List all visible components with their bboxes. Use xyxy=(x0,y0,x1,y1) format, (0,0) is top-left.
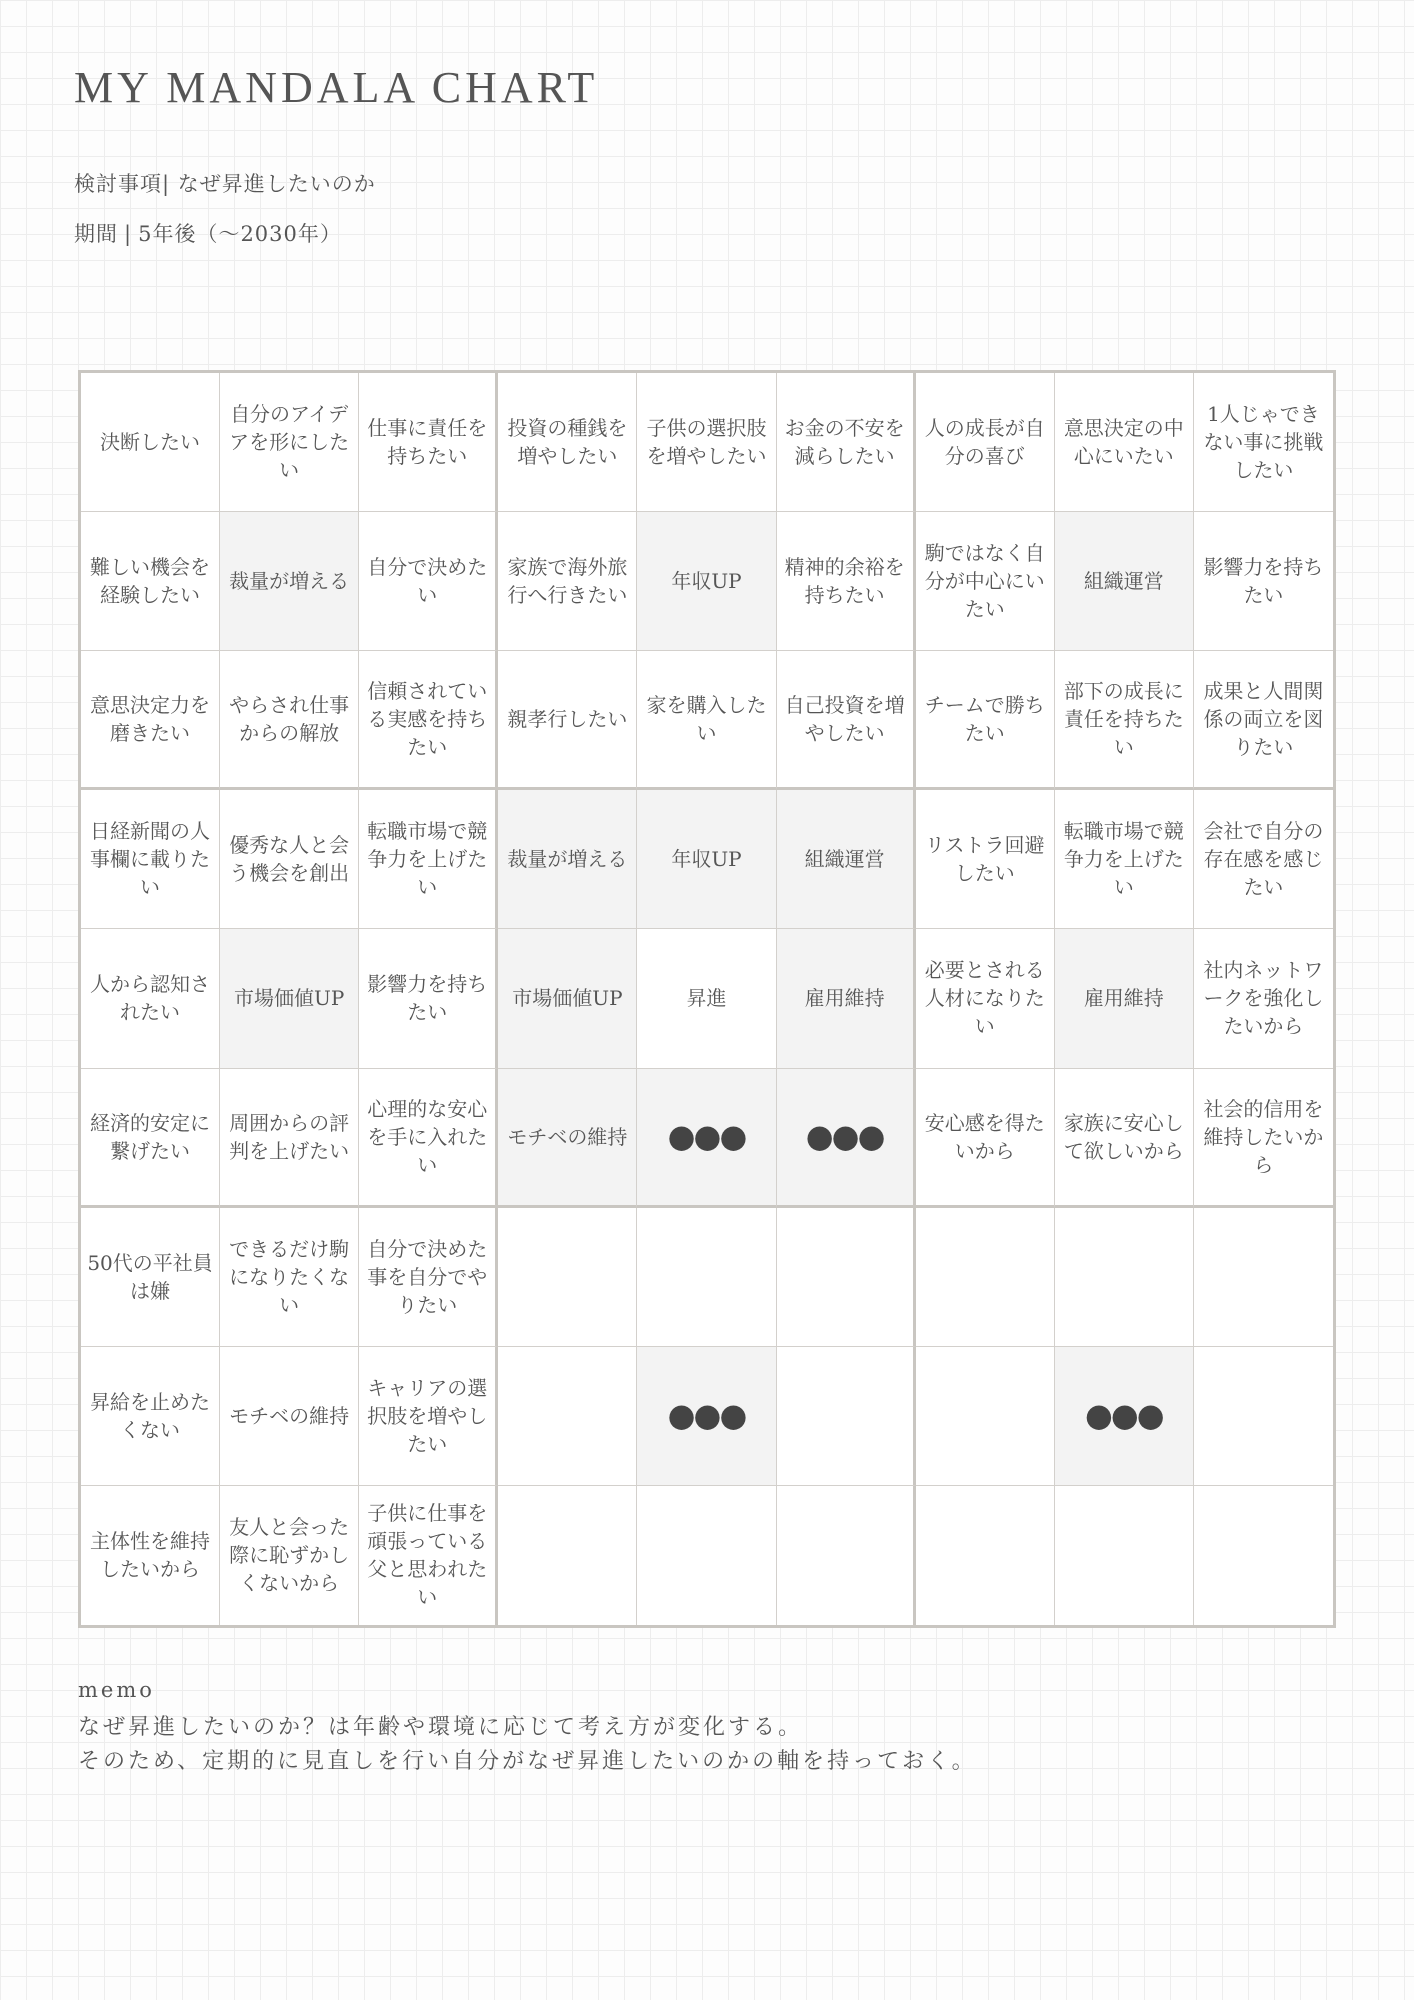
grid-cell-r8-c2: モチベの維持 xyxy=(220,1347,359,1486)
grid-cell-r8-c4 xyxy=(498,1347,637,1486)
period-separator: | xyxy=(124,222,133,246)
grid-cell-r7-c7 xyxy=(916,1208,1055,1347)
grid-cell-r4-c8: 転職市場で競争力を上げたい xyxy=(1055,790,1194,929)
grid-cell-r9-c4 xyxy=(498,1486,637,1625)
grid-cell-r2-c5: 年収UP xyxy=(637,512,776,651)
grid-cell-r5-c9: 社内ネットワークを強化したいから xyxy=(1194,929,1333,1068)
grid-cell-r5-c3: 影響力を持ちたい xyxy=(359,929,498,1068)
grid-cell-r6-c4: モチベの維持 xyxy=(498,1069,637,1208)
grid-cell-r9-c2: 友人と会った際に恥ずかしくないから xyxy=(220,1486,359,1625)
grid-cell-r9-c6 xyxy=(777,1486,916,1625)
grid-cell-r8-c9 xyxy=(1194,1347,1333,1486)
grid-cell-r1-c6: お金の不安を減らしたい xyxy=(777,373,916,512)
memo-line-1: なぜ昇進したいのか？は年齢や環境に応じて考え方が変化する。 xyxy=(78,1715,804,1740)
grid-cell-r3-c8: 部下の成長に責任を持ちたい xyxy=(1055,651,1194,790)
grid-cell-r8-c7 xyxy=(916,1347,1055,1486)
period-value: 5年後（〜2030年） xyxy=(138,222,342,246)
grid-cell-r4-c1: 日経新聞の人事欄に載りたい xyxy=(81,790,220,929)
grid-cell-r3-c3: 信頼されている実感を持ちたい xyxy=(359,651,498,790)
grid-cell-r9-c5 xyxy=(637,1486,776,1625)
topic-line xyxy=(74,168,376,198)
grid-cell-r6-c9: 社会的信用を維持したいから xyxy=(1194,1069,1333,1208)
grid-cell-r6-c7: 安心感を得たいから xyxy=(916,1069,1055,1208)
memo-line-2: そのため、定期的に見直しを行い自分がなぜ昇進したいのかの軸を持っておく。 xyxy=(78,1749,977,1774)
grid-cell-r9-c8 xyxy=(1055,1486,1194,1625)
topic-value: なぜ昇進したいのか xyxy=(177,172,376,196)
grid-cell-r2-c4: 家族で海外旅行へ行きたい xyxy=(498,512,637,651)
period-line xyxy=(74,218,342,248)
grid-cell-r6-c3: 心理的な安心を手に入れたい xyxy=(359,1069,498,1208)
grid-cell-r8-c5: ●●● xyxy=(637,1347,776,1486)
grid-cell-r3-c7: チームで勝ちたい xyxy=(916,651,1055,790)
grid-cell-r6-c1: 経済的安定に繋げたい xyxy=(81,1069,220,1208)
grid-cell-r9-c3: 子供に仕事を頑張っている父と思われたい xyxy=(359,1486,498,1625)
memo-label: memo xyxy=(78,1678,155,1702)
grid-cell-r7-c2: できるだけ駒になりたくない xyxy=(220,1208,359,1347)
grid-cell-r1-c9: 1人じゃできない事に挑戦したい xyxy=(1194,373,1333,512)
grid-cell-r9-c7 xyxy=(916,1486,1055,1625)
grid-cell-r5-c4: 市場価値UP xyxy=(498,929,637,1068)
grid-cell-r8-c8: ●●● xyxy=(1055,1347,1194,1486)
grid-cell-r7-c6 xyxy=(777,1208,916,1347)
grid-cell-r1-c1: 決断したい xyxy=(81,373,220,512)
grid-cell-r1-c4: 投資の種銭を増やしたい xyxy=(498,373,637,512)
grid-cell-r6-c6: ●●● xyxy=(777,1069,916,1208)
grid-cell-r3-c5: 家を購入したい xyxy=(637,651,776,790)
grid-cell-r3-c4: 親孝行したい xyxy=(498,651,637,790)
grid-cell-r7-c1: 50代の平社員は嫌 xyxy=(81,1208,220,1347)
chart-title: MY MANDALA CHART xyxy=(74,63,599,112)
grid-cell-r4-c5: 年収UP xyxy=(637,790,776,929)
grid-cell-r7-c8 xyxy=(1055,1208,1194,1347)
grid-cell-r2-c9: 影響力を持ちたい xyxy=(1194,512,1333,651)
grid-cell-r4-c2: 優秀な人と会う機会を創出 xyxy=(220,790,359,929)
grid-cell-r3-c2: やらされ仕事からの解放 xyxy=(220,651,359,790)
grid-cell-r4-c7: リストラ回避したい xyxy=(916,790,1055,929)
grid-cell-r4-c4: 裁量が増える xyxy=(498,790,637,929)
mandala-grid xyxy=(78,370,1336,1628)
grid-cell-r2-c3: 自分で決めたい xyxy=(359,512,498,651)
grid-cell-r8-c3: キャリアの選択肢を増やしたい xyxy=(359,1347,498,1486)
grid-cell-r2-c7: 駒ではなく自分が中心にいたい xyxy=(916,512,1055,651)
grid-cell-r3-c1: 意思決定力を磨きたい xyxy=(81,651,220,790)
grid-cell-r4-c3: 転職市場で競争力を上げたい xyxy=(359,790,498,929)
grid-cell-r5-c1: 人から認知されたい xyxy=(81,929,220,1068)
grid-cell-r5-c8: 雇用維持 xyxy=(1055,929,1194,1068)
grid-cell-r2-c6: 精神的余裕を持ちたい xyxy=(777,512,916,651)
grid-cell-r3-c9: 成果と人間関係の両立を図りたい xyxy=(1194,651,1333,790)
grid-cell-r9-c1: 主体性を維持したいから xyxy=(81,1486,220,1625)
grid-cell-r1-c8: 意思決定の中心にいたい xyxy=(1055,373,1194,512)
grid-cell-r2-c8: 組織運営 xyxy=(1055,512,1194,651)
grid-cell-r4-c6: 組織運営 xyxy=(777,790,916,929)
grid-cell-r7-c5 xyxy=(637,1208,776,1347)
grid-cell-r5-c7: 必要とされる人材になりたい xyxy=(916,929,1055,1068)
grid-cell-r7-c9 xyxy=(1194,1208,1333,1347)
grid-cell-r5-c2: 市場価値UP xyxy=(220,929,359,1068)
grid-cell-r8-c1: 昇給を止めたくない xyxy=(81,1347,220,1486)
grid-cell-r1-c2: 自分のアイデアを形にしたい xyxy=(220,373,359,512)
grid-cell-r9-c9 xyxy=(1194,1486,1333,1625)
grid-cell-r2-c2: 裁量が増える xyxy=(220,512,359,651)
grid-cell-r6-c8: 家族に安心して欲しいから xyxy=(1055,1069,1194,1208)
grid-cell-r7-c4 xyxy=(498,1208,637,1347)
grid-cell-r1-c7: 人の成長が自分の喜び xyxy=(916,373,1055,512)
grid-cell-r6-c2: 周囲からの評判を上げたい xyxy=(220,1069,359,1208)
grid-cell-r6-c5: ●●● xyxy=(637,1069,776,1208)
grid-cell-r1-c3: 仕事に責任を持ちたい xyxy=(359,373,498,512)
grid-cell-r5-c6: 雇用維持 xyxy=(777,929,916,1068)
period-label: 期間 xyxy=(74,222,118,246)
grid-cell-r2-c1: 難しい機会を経験したい xyxy=(81,512,220,651)
grid-cell-r5-c5: 昇進 xyxy=(637,929,776,1068)
grid-cell-r3-c6: 自己投資を増やしたい xyxy=(777,651,916,790)
grid-cell-r7-c3: 自分で決めた事を自分でやりたい xyxy=(359,1208,498,1347)
grid-cell-r8-c6 xyxy=(777,1347,916,1486)
grid-cell-r1-c5: 子供の選択肢を増やしたい xyxy=(637,373,776,512)
topic-label: 検討事項| xyxy=(74,172,171,196)
grid-cell-r4-c9: 会社で自分の存在感を感じたい xyxy=(1194,790,1333,929)
